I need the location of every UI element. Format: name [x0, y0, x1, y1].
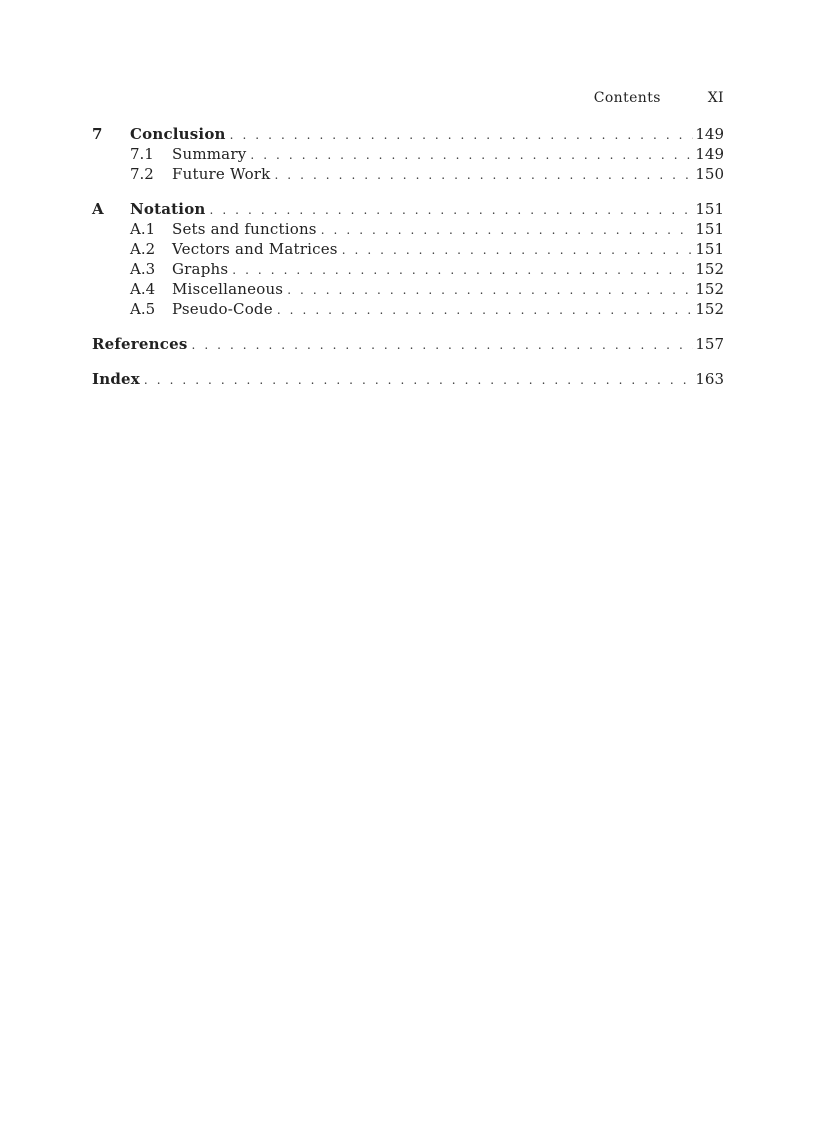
toc-entry-number: A.2 [130, 240, 156, 258]
dot-leader [342, 240, 694, 260]
toc-entry-page: 152 [695, 260, 724, 278]
toc-entry-page: 149 [695, 125, 724, 143]
toc-entry-page: 151 [695, 220, 724, 238]
toc-entry-title: Vectors and Matrices [172, 240, 338, 258]
dot-leader [232, 260, 693, 280]
toc-entry-page: 149 [695, 145, 724, 163]
toc-entry-title: Notation [130, 200, 206, 218]
toc-entry-title: Pseudo-Code [172, 300, 273, 318]
dot-leader [230, 125, 694, 145]
dot-leader [274, 165, 693, 185]
dot-leader [250, 145, 693, 165]
toc-entry-title: References [92, 335, 188, 353]
table-of-contents [92, 124, 724, 389]
toc-entry-summary[interactable] [92, 144, 724, 164]
toc-entry-graphs[interactable] [92, 259, 724, 279]
toc-entry-number: A.3 [130, 260, 156, 278]
toc-entry-number: A.4 [130, 280, 156, 298]
toc-entry-references[interactable] [92, 334, 724, 354]
toc-entry-number: 7 [92, 125, 103, 143]
toc-entry-page: 151 [695, 240, 724, 258]
toc-entry-title: Index [92, 370, 140, 388]
toc-entry-index[interactable] [92, 369, 724, 389]
dot-leader [191, 335, 693, 355]
toc-entry-title: Conclusion [130, 125, 226, 143]
toc-entry-page: 151 [695, 200, 724, 218]
toc-entry-sets-and-functions[interactable] [92, 219, 724, 239]
toc-entry-pseudo-code[interactable] [92, 299, 724, 319]
header-section-name: Contents [593, 90, 661, 106]
toc-entry-title: Miscellaneous [172, 280, 284, 298]
toc-entry-page: 152 [695, 300, 724, 318]
toc-entry-page: 152 [695, 280, 724, 298]
dot-leader [144, 370, 693, 390]
toc-entry-number: A.1 [130, 220, 156, 238]
dot-leader [321, 220, 694, 240]
toc-entry-page: 157 [695, 335, 724, 353]
toc-entry-vectors-and-matrices[interactable] [92, 239, 724, 259]
toc-entry-miscellaneous[interactable] [92, 279, 724, 299]
toc-entry-title: Future Work [172, 165, 271, 183]
toc-entry-page: 163 [695, 370, 724, 388]
toc-entry-page: 150 [695, 165, 724, 183]
toc-entry-number: 7.1 [130, 145, 154, 163]
running-header [594, 90, 724, 106]
toc-entry-number: A [92, 200, 104, 218]
toc-entry-notation[interactable] [92, 199, 724, 219]
dot-leader [287, 280, 693, 300]
header-page-number: XI [707, 90, 724, 106]
toc-entry-title: Summary [172, 145, 247, 163]
toc-entry-number: A.5 [130, 300, 156, 318]
toc-entry-future-work[interactable] [92, 164, 724, 184]
toc-entry-title: Graphs [172, 260, 229, 278]
toc-entry-conclusion[interactable] [92, 124, 724, 144]
dot-leader [277, 300, 694, 320]
toc-entry-title: Sets and functions [172, 220, 317, 238]
dot-leader [210, 200, 694, 220]
toc-entry-number: 7.2 [130, 165, 154, 183]
